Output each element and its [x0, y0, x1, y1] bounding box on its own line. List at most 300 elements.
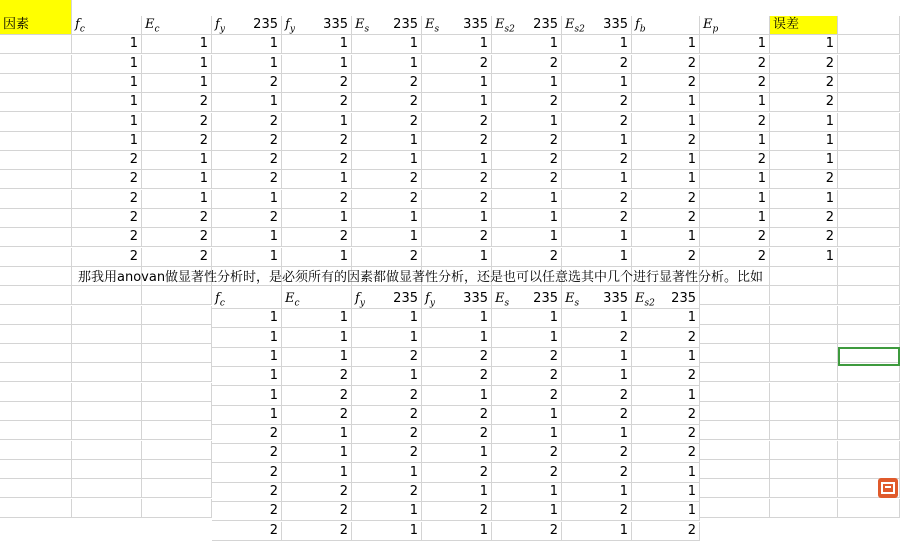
data-cell[interactable]: 2 — [282, 74, 352, 93]
data-cell[interactable]: 1 — [72, 113, 142, 132]
grid-cell[interactable] — [700, 402, 770, 421]
grid-cell[interactable] — [700, 306, 770, 325]
data-cell[interactable]: 2 — [700, 248, 770, 267]
grid-cell[interactable] — [0, 248, 72, 267]
data-cell[interactable]: 2 — [422, 464, 492, 483]
data-cell[interactable]: 1 — [352, 522, 422, 541]
grid-cell[interactable] — [0, 383, 72, 402]
grid-cell[interactable] — [838, 190, 900, 209]
data-cell[interactable]: 1 — [422, 522, 492, 541]
header-cell[interactable] — [562, 290, 632, 309]
data-cell[interactable]: 1 — [282, 309, 352, 328]
data-cell[interactable]: 2 — [492, 93, 562, 112]
grid-cell[interactable] — [700, 286, 770, 305]
data-cell[interactable]: 1 — [770, 35, 838, 54]
grid-cell[interactable] — [72, 460, 142, 479]
header-cell[interactable] — [422, 290, 492, 309]
data-cell[interactable]: 2 — [632, 444, 700, 463]
data-cell[interactable]: 1 — [492, 35, 562, 54]
grid-cell[interactable] — [770, 460, 838, 479]
data-cell[interactable]: 2 — [142, 93, 212, 112]
data-cell[interactable]: 1 — [632, 170, 700, 189]
grid-cell[interactable] — [72, 441, 142, 460]
data-cell[interactable]: 1 — [700, 209, 770, 228]
header-cell[interactable] — [492, 290, 562, 309]
data-cell[interactable]: 1 — [282, 113, 352, 132]
data-cell[interactable]: 2 — [700, 55, 770, 74]
data-cell[interactable]: 1 — [700, 93, 770, 112]
data-cell[interactable]: 1 — [492, 309, 562, 328]
data-cell[interactable]: 2 — [72, 151, 142, 170]
data-cell[interactable]: 2 — [142, 209, 212, 228]
data-cell[interactable]: 1 — [770, 190, 838, 209]
data-cell[interactable]: 1 — [492, 209, 562, 228]
header-cell[interactable] — [352, 290, 422, 309]
data-cell[interactable]: 1 — [422, 387, 492, 406]
data-cell[interactable]: 2 — [632, 425, 700, 444]
data-cell[interactable]: 2 — [212, 170, 282, 189]
grid-cell[interactable] — [700, 460, 770, 479]
header-cell[interactable] — [212, 16, 282, 35]
data-cell[interactable]: 1 — [562, 132, 632, 151]
data-cell[interactable]: 1 — [492, 74, 562, 93]
data-cell[interactable]: 1 — [212, 329, 282, 348]
grid-cell[interactable] — [700, 383, 770, 402]
data-cell[interactable]: 2 — [770, 93, 838, 112]
data-cell[interactable]: 2 — [282, 522, 352, 541]
data-cell[interactable]: 2 — [142, 228, 212, 247]
data-cell[interactable]: 2 — [562, 93, 632, 112]
data-cell[interactable]: 2 — [422, 348, 492, 367]
data-cell[interactable]: 2 — [562, 406, 632, 425]
grid-cell[interactable] — [72, 421, 142, 440]
grid-cell[interactable] — [770, 344, 838, 363]
grid-cell[interactable] — [770, 383, 838, 402]
data-cell[interactable]: 1 — [352, 502, 422, 521]
header-cell[interactable] — [142, 16, 212, 35]
grid-cell[interactable] — [770, 363, 838, 382]
data-cell[interactable]: 2 — [422, 190, 492, 209]
grid-cell[interactable] — [838, 441, 900, 460]
data-cell[interactable]: 1 — [632, 113, 700, 132]
data-cell[interactable]: 1 — [282, 248, 352, 267]
data-cell[interactable]: 2 — [212, 209, 282, 228]
data-cell[interactable]: 1 — [632, 228, 700, 247]
grid-cell[interactable] — [142, 460, 212, 479]
data-cell[interactable]: 1 — [72, 35, 142, 54]
data-cell[interactable]: 1 — [282, 35, 352, 54]
data-cell[interactable]: 1 — [282, 444, 352, 463]
data-cell[interactable]: 1 — [632, 348, 700, 367]
data-cell[interactable]: 1 — [562, 74, 632, 93]
grid-cell[interactable] — [700, 325, 770, 344]
data-cell[interactable]: 2 — [770, 55, 838, 74]
data-cell[interactable]: 1 — [562, 348, 632, 367]
data-cell[interactable]: 1 — [632, 151, 700, 170]
data-cell[interactable]: 1 — [212, 348, 282, 367]
data-cell[interactable]: 2 — [632, 329, 700, 348]
data-cell[interactable]: 1 — [352, 209, 422, 228]
data-cell[interactable]: 2 — [492, 151, 562, 170]
header-cell[interactable] — [282, 16, 352, 35]
grid-cell[interactable] — [0, 363, 72, 382]
data-cell[interactable]: 1 — [422, 329, 492, 348]
data-cell[interactable]: 1 — [212, 190, 282, 209]
data-cell[interactable]: 1 — [142, 151, 212, 170]
data-cell[interactable]: 1 — [352, 55, 422, 74]
header-cell[interactable] — [562, 16, 632, 35]
data-cell[interactable]: 2 — [142, 248, 212, 267]
data-cell[interactable]: 2 — [282, 228, 352, 247]
data-cell[interactable]: 1 — [492, 329, 562, 348]
data-cell[interactable]: 2 — [700, 74, 770, 93]
data-cell[interactable]: 2 — [492, 248, 562, 267]
data-cell[interactable]: 2 — [492, 348, 562, 367]
data-cell[interactable]: 1 — [422, 483, 492, 502]
data-cell[interactable]: 1 — [562, 425, 632, 444]
data-cell[interactable]: 1 — [212, 387, 282, 406]
grid-cell[interactable] — [142, 421, 212, 440]
data-cell[interactable]: 2 — [212, 113, 282, 132]
data-cell[interactable]: 2 — [282, 502, 352, 521]
data-cell[interactable]: 1 — [422, 248, 492, 267]
data-cell[interactable]: 2 — [632, 248, 700, 267]
data-cell[interactable]: 1 — [562, 170, 632, 189]
data-cell[interactable]: 2 — [212, 483, 282, 502]
data-cell[interactable]: 1 — [492, 425, 562, 444]
grid-cell[interactable] — [72, 306, 142, 325]
data-cell[interactable]: 2 — [700, 228, 770, 247]
data-cell[interactable]: 1 — [352, 309, 422, 328]
data-cell[interactable]: 1 — [492, 113, 562, 132]
grid-cell[interactable] — [770, 267, 838, 286]
grid-cell[interactable] — [838, 402, 900, 421]
data-cell[interactable]: 2 — [422, 502, 492, 521]
data-cell[interactable]: 1 — [212, 367, 282, 386]
data-cell[interactable]: 2 — [632, 209, 700, 228]
data-cell[interactable]: 2 — [422, 228, 492, 247]
data-cell[interactable]: 2 — [492, 522, 562, 541]
data-cell[interactable]: 2 — [700, 151, 770, 170]
data-cell[interactable]: 2 — [352, 93, 422, 112]
data-cell[interactable]: 2 — [142, 113, 212, 132]
grid-cell[interactable] — [0, 479, 72, 498]
data-cell[interactable]: 2 — [352, 348, 422, 367]
grid-cell[interactable] — [838, 209, 900, 228]
data-cell[interactable]: 1 — [770, 132, 838, 151]
grid-cell[interactable] — [0, 421, 72, 440]
grid-cell[interactable] — [142, 479, 212, 498]
header-cell[interactable] — [700, 16, 770, 35]
data-cell[interactable]: 2 — [352, 74, 422, 93]
data-cell[interactable]: 2 — [352, 387, 422, 406]
grid-cell[interactable] — [838, 132, 900, 151]
grid-cell[interactable] — [72, 402, 142, 421]
data-cell[interactable]: 2 — [352, 406, 422, 425]
data-cell[interactable]: 2 — [212, 425, 282, 444]
data-cell[interactable]: 2 — [492, 170, 562, 189]
data-cell[interactable]: 2 — [562, 190, 632, 209]
data-cell[interactable]: 1 — [352, 132, 422, 151]
data-cell[interactable]: 2 — [562, 387, 632, 406]
grid-cell[interactable] — [0, 228, 72, 247]
grid-cell[interactable] — [72, 363, 142, 382]
grid-cell[interactable] — [0, 170, 72, 189]
data-cell[interactable]: 1 — [282, 170, 352, 189]
data-cell[interactable]: 2 — [422, 55, 492, 74]
grid-cell[interactable] — [0, 35, 72, 54]
data-cell[interactable]: 1 — [632, 387, 700, 406]
data-cell[interactable]: 2 — [632, 55, 700, 74]
data-cell[interactable]: 2 — [282, 406, 352, 425]
data-cell[interactable]: 1 — [212, 35, 282, 54]
data-cell[interactable]: 1 — [770, 248, 838, 267]
grid-cell[interactable] — [838, 55, 900, 74]
data-cell[interactable]: 1 — [562, 248, 632, 267]
data-cell[interactable]: 1 — [212, 93, 282, 112]
grid-cell[interactable] — [0, 325, 72, 344]
grid-cell[interactable] — [770, 421, 838, 440]
data-cell[interactable]: 1 — [492, 190, 562, 209]
grid-cell[interactable] — [838, 267, 900, 286]
data-cell[interactable]: 1 — [562, 483, 632, 502]
data-cell[interactable]: 2 — [492, 464, 562, 483]
header-cell[interactable] — [422, 16, 492, 35]
data-cell[interactable]: 2 — [352, 190, 422, 209]
grid-cell[interactable] — [142, 499, 212, 518]
data-cell[interactable]: 2 — [770, 74, 838, 93]
data-cell[interactable]: 1 — [562, 309, 632, 328]
data-cell[interactable]: 1 — [72, 74, 142, 93]
data-cell[interactable]: 2 — [212, 464, 282, 483]
data-cell[interactable]: 1 — [282, 55, 352, 74]
grid-cell[interactable] — [142, 286, 212, 305]
data-cell[interactable]: 1 — [422, 74, 492, 93]
data-cell[interactable]: 1 — [422, 93, 492, 112]
data-cell[interactable]: 1 — [632, 502, 700, 521]
data-cell[interactable]: 1 — [492, 228, 562, 247]
header-cell[interactable] — [72, 16, 142, 35]
data-cell[interactable]: 2 — [212, 74, 282, 93]
data-cell[interactable]: 1 — [352, 228, 422, 247]
grid-cell[interactable] — [770, 441, 838, 460]
data-cell[interactable]: 1 — [632, 35, 700, 54]
grid-cell[interactable] — [838, 93, 900, 112]
data-cell[interactable]: 2 — [562, 502, 632, 521]
grid-cell[interactable] — [700, 344, 770, 363]
grid-cell[interactable] — [770, 306, 838, 325]
grid-cell[interactable] — [838, 499, 900, 518]
header-cell[interactable] — [492, 16, 562, 35]
data-cell[interactable]: 1 — [632, 464, 700, 483]
header-cell[interactable] — [632, 16, 700, 35]
grid-cell[interactable] — [770, 286, 838, 305]
data-cell[interactable]: 2 — [72, 228, 142, 247]
grid-cell[interactable] — [838, 16, 900, 35]
grid-cell[interactable] — [0, 441, 72, 460]
data-cell[interactable]: 1 — [632, 309, 700, 328]
data-cell[interactable]: 1 — [72, 55, 142, 74]
data-cell[interactable]: 2 — [492, 55, 562, 74]
grid-cell[interactable] — [0, 93, 72, 112]
grid-cell[interactable] — [142, 383, 212, 402]
data-cell[interactable]: 1 — [492, 483, 562, 502]
grid-cell[interactable] — [838, 248, 900, 267]
grid-cell[interactable] — [0, 499, 72, 518]
data-cell[interactable]: 2 — [770, 228, 838, 247]
data-cell[interactable]: 1 — [770, 113, 838, 132]
grid-cell[interactable] — [72, 479, 142, 498]
grid-cell[interactable] — [0, 209, 72, 228]
data-cell[interactable]: 2 — [142, 132, 212, 151]
grid-cell[interactable] — [0, 267, 72, 286]
data-cell[interactable]: 1 — [212, 228, 282, 247]
data-cell[interactable]: 2 — [422, 406, 492, 425]
data-cell[interactable]: 1 — [142, 35, 212, 54]
grid-cell[interactable] — [72, 344, 142, 363]
grid-cell[interactable] — [838, 151, 900, 170]
grid-cell[interactable] — [838, 113, 900, 132]
grid-cell[interactable] — [0, 190, 72, 209]
grid-cell[interactable] — [72, 499, 142, 518]
grid-cell[interactable] — [700, 479, 770, 498]
grid-cell[interactable] — [142, 306, 212, 325]
header-cell[interactable] — [282, 290, 352, 309]
data-cell[interactable]: 2 — [770, 209, 838, 228]
data-cell[interactable]: 2 — [422, 170, 492, 189]
grid-cell[interactable] — [838, 306, 900, 325]
data-cell[interactable]: 2 — [492, 444, 562, 463]
grid-cell[interactable] — [142, 402, 212, 421]
grid-cell[interactable] — [838, 74, 900, 93]
data-cell[interactable]: 2 — [422, 132, 492, 151]
grid-cell[interactable] — [770, 479, 838, 498]
grid-cell[interactable] — [838, 363, 900, 382]
grid-cell[interactable] — [838, 228, 900, 247]
grid-cell[interactable] — [0, 460, 72, 479]
grid-cell[interactable] — [770, 325, 838, 344]
data-cell[interactable]: 2 — [632, 406, 700, 425]
data-cell[interactable]: 2 — [492, 387, 562, 406]
grid-cell[interactable] — [838, 344, 900, 363]
data-cell[interactable]: 1 — [562, 228, 632, 247]
header-cell[interactable] — [352, 16, 422, 35]
data-cell[interactable]: 2 — [632, 132, 700, 151]
data-cell[interactable]: 2 — [282, 367, 352, 386]
data-cell[interactable]: 2 — [562, 113, 632, 132]
grid-cell[interactable] — [838, 383, 900, 402]
data-cell[interactable]: 1 — [770, 151, 838, 170]
data-cell[interactable]: 1 — [142, 190, 212, 209]
data-cell[interactable]: 1 — [492, 502, 562, 521]
data-cell[interactable]: 1 — [282, 209, 352, 228]
data-cell[interactable]: 2 — [282, 190, 352, 209]
grid-cell[interactable] — [770, 402, 838, 421]
data-cell[interactable]: 2 — [632, 190, 700, 209]
grid-cell[interactable] — [0, 306, 72, 325]
data-cell[interactable]: 1 — [352, 329, 422, 348]
grid-cell[interactable] — [838, 460, 900, 479]
header-cell[interactable] — [0, 16, 72, 35]
grid-cell[interactable] — [0, 132, 72, 151]
data-cell[interactable]: 1 — [562, 522, 632, 541]
data-cell[interactable]: 1 — [212, 248, 282, 267]
data-cell[interactable]: 1 — [282, 464, 352, 483]
grid-cell[interactable] — [0, 286, 72, 305]
data-cell[interactable]: 2 — [282, 93, 352, 112]
grid-cell[interactable] — [142, 325, 212, 344]
data-cell[interactable]: 1 — [700, 35, 770, 54]
grid-cell[interactable] — [838, 325, 900, 344]
data-cell[interactable]: 2 — [492, 367, 562, 386]
header-cell[interactable] — [212, 290, 282, 309]
data-cell[interactable]: 2 — [632, 367, 700, 386]
grid-cell[interactable] — [838, 35, 900, 54]
grid-cell[interactable] — [700, 441, 770, 460]
header-cell[interactable] — [770, 16, 838, 35]
data-cell[interactable]: 2 — [212, 444, 282, 463]
data-cell[interactable]: 1 — [142, 170, 212, 189]
grid-cell[interactable] — [72, 383, 142, 402]
grid-cell[interactable] — [700, 499, 770, 518]
data-cell[interactable]: 1 — [562, 367, 632, 386]
data-cell[interactable]: 2 — [212, 132, 282, 151]
data-cell[interactable]: 2 — [422, 425, 492, 444]
grid-cell[interactable] — [0, 74, 72, 93]
data-cell[interactable]: 2 — [282, 483, 352, 502]
data-cell[interactable]: 2 — [562, 209, 632, 228]
data-cell[interactable]: 1 — [422, 209, 492, 228]
data-cell[interactable]: 2 — [72, 209, 142, 228]
data-cell[interactable]: 2 — [770, 170, 838, 189]
data-cell[interactable]: 1 — [352, 35, 422, 54]
data-cell[interactable]: 1 — [72, 132, 142, 151]
data-cell[interactable]: 2 — [632, 522, 700, 541]
grid-cell[interactable] — [770, 499, 838, 518]
data-cell[interactable]: 2 — [212, 151, 282, 170]
data-cell[interactable]: 2 — [352, 444, 422, 463]
data-cell[interactable]: 1 — [212, 309, 282, 328]
data-cell[interactable]: 2 — [422, 113, 492, 132]
data-cell[interactable]: 2 — [700, 113, 770, 132]
data-cell[interactable]: 1 — [352, 464, 422, 483]
data-cell[interactable]: 1 — [212, 55, 282, 74]
data-cell[interactable]: 1 — [700, 170, 770, 189]
data-cell[interactable]: 2 — [562, 444, 632, 463]
data-cell[interactable]: 2 — [562, 329, 632, 348]
data-cell[interactable]: 2 — [72, 170, 142, 189]
data-cell[interactable]: 2 — [632, 74, 700, 93]
data-cell[interactable]: 2 — [282, 387, 352, 406]
data-cell[interactable]: 1 — [422, 35, 492, 54]
data-cell[interactable]: 1 — [352, 367, 422, 386]
grid-cell[interactable] — [142, 344, 212, 363]
data-cell[interactable]: 1 — [352, 151, 422, 170]
data-cell[interactable]: 1 — [422, 151, 492, 170]
grid-cell[interactable] — [0, 113, 72, 132]
data-cell[interactable]: 1 — [282, 425, 352, 444]
data-cell[interactable]: 2 — [72, 248, 142, 267]
data-cell[interactable]: 2 — [282, 132, 352, 151]
grid-cell[interactable] — [838, 170, 900, 189]
grid-cell[interactable] — [0, 151, 72, 170]
data-cell[interactable]: 1 — [282, 329, 352, 348]
data-cell[interactable]: 2 — [282, 151, 352, 170]
data-cell[interactable]: 1 — [212, 406, 282, 425]
grid-cell[interactable] — [0, 344, 72, 363]
data-cell[interactable]: 2 — [352, 113, 422, 132]
data-cell[interactable]: 2 — [562, 464, 632, 483]
